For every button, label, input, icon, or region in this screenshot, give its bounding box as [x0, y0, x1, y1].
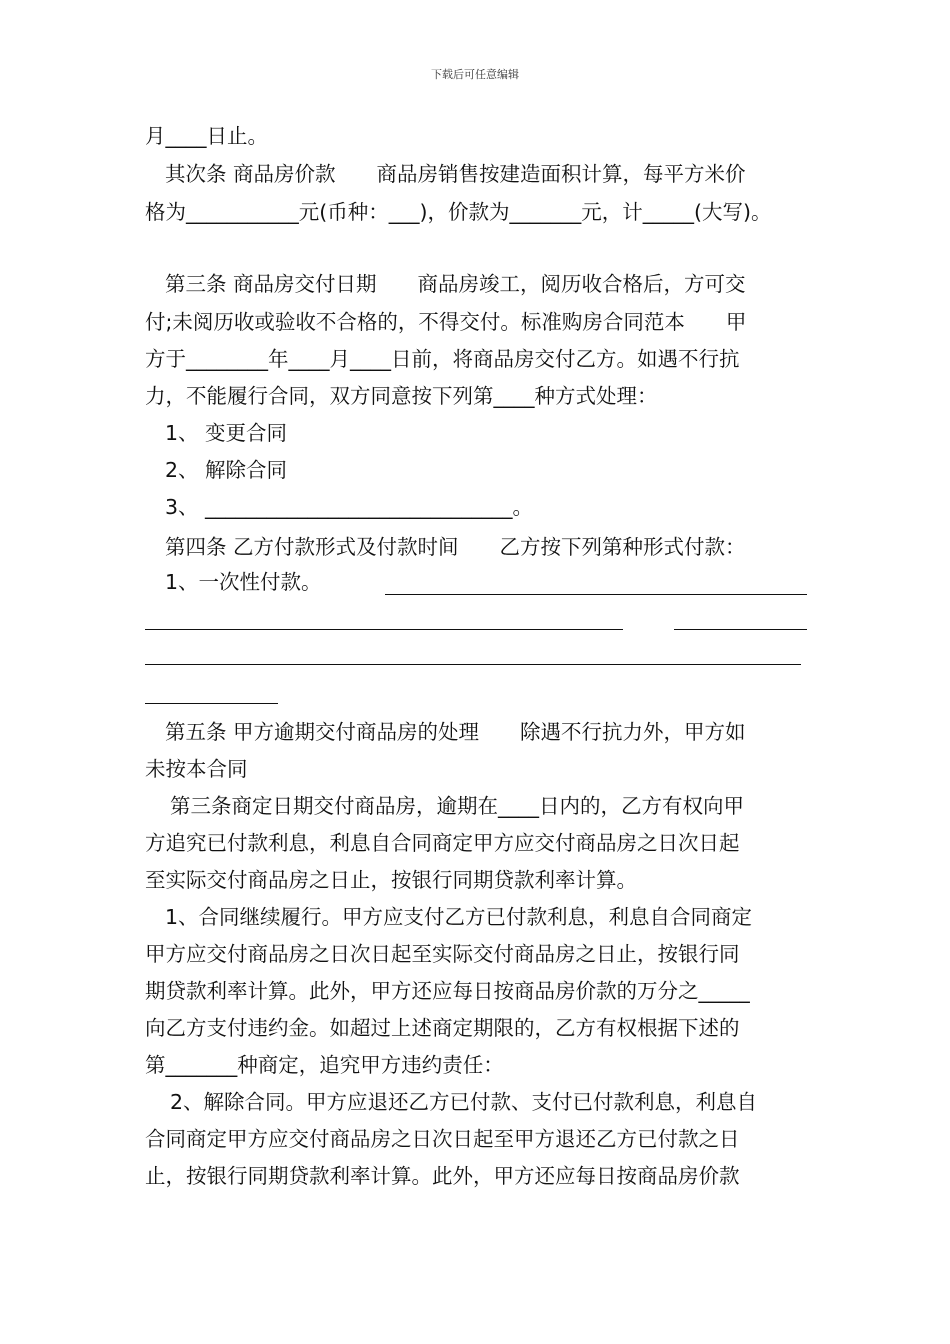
text-line: 1、一次性付款。 [165, 570, 322, 594]
text-line: 力，不能履行合同，双方同意按下列第____种方式处理： [145, 384, 658, 408]
text-line: 2、解除合同。甲方应退还乙方已付款、支付已付款利息，利息自 [170, 1090, 758, 1114]
text-line: 第_______种商定，追究甲方违约责任： [145, 1053, 504, 1077]
text-line: 第三条 商品房交付日期 商品房竣工，阅历收合格后，方可交 [165, 272, 746, 296]
text-line: 付;未阅历收或验收不合格的，不得交付。标准购房合同范本 甲 [145, 310, 747, 334]
page-header: 下载后可任意编辑 [431, 68, 519, 81]
fill-in-blank [145, 629, 623, 630]
text-line: 止，按银行同期贷款利率计算。此外，甲方还应每日按商品房价款 [145, 1164, 740, 1188]
text-line: 1、 变更合同 [165, 421, 288, 445]
text-line: 合同商定甲方应交付商品房之日次日起至甲方退还乙方已付款之日 [145, 1127, 740, 1151]
text-line: 格为___________元(币种：___)，价款为_______元，计_____(大写)。 [145, 200, 772, 224]
text-line: 方于________年____月____日前，将商品房交付乙方。如遇不行抗 [145, 347, 740, 371]
fill-in-blank [145, 664, 801, 665]
text-line: 第三条商定日期交付商品房，逾期在____日内的，乙方有权向甲 [170, 794, 744, 818]
text-line: 1、合同继续履行。甲方应支付乙方已付款利息，利息自合同商定 [165, 905, 753, 929]
text-line: 3、 ______________________________。 [165, 495, 534, 519]
text-line: 向乙方支付违约金。如超过上述商定期限的，乙方有权根据下述的 [145, 1016, 740, 1040]
text-line: 第四条 乙方付款形式及付款时间 乙方按下列第种形式付款： [165, 535, 746, 559]
text-line: 期贷款利率计算。此外，甲方还应每日按商品房价款的万分之_____ [145, 979, 750, 1003]
text-line: 第五条 甲方逾期交付商品房的处理 除遇不行抗力外，甲方如 [165, 720, 746, 744]
text-line: 未按本合同 [145, 757, 248, 781]
text-line: 2、 解除合同 [165, 458, 288, 482]
text-line: 至实际交付商品房之日止，按银行同期贷款利率计算。 [145, 868, 637, 892]
text-line: 甲方应交付商品房之日次日起至实际交付商品房之日止，按银行同 [145, 942, 740, 966]
text-line: 其次条 商品房价款 商品房销售按建造面积计算，每平方米价 [165, 162, 746, 186]
fill-in-blank [145, 703, 278, 704]
fill-in-blank [674, 629, 807, 630]
fill-in-blank [385, 594, 807, 595]
text-line: 方追究已付款利息，利息自合同商定甲方应交付商品房之日次日起 [145, 831, 740, 855]
text-line: 月____日止。 [145, 124, 268, 148]
